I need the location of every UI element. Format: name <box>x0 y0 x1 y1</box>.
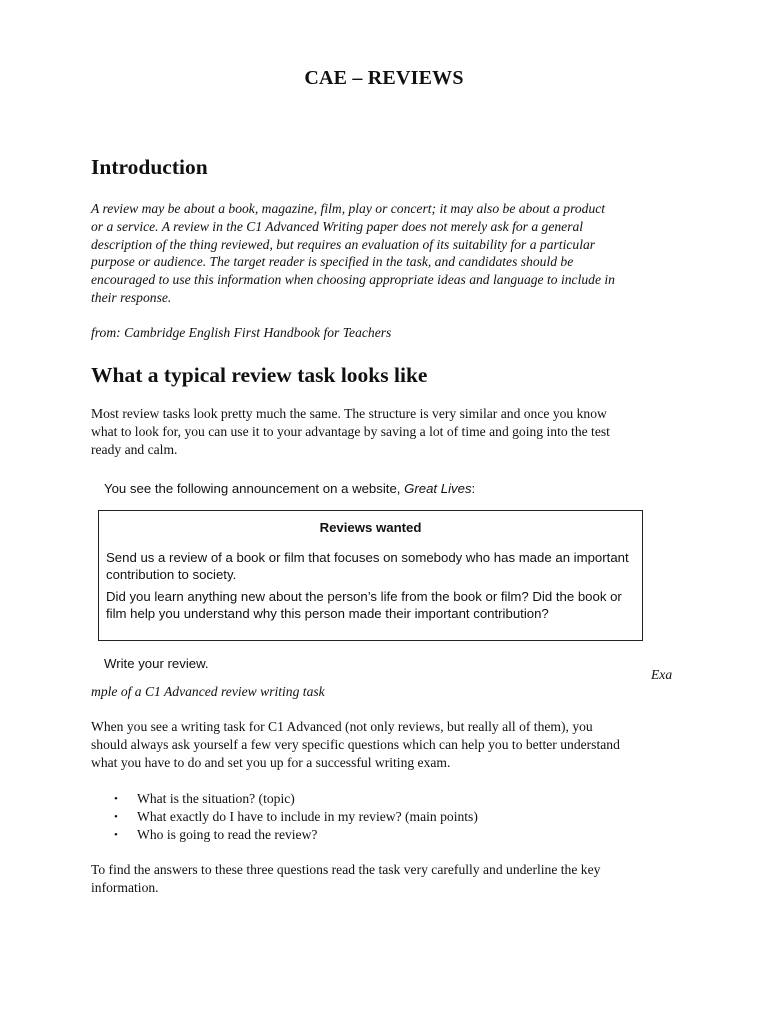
document-title: CAE – REVIEWS <box>304 67 464 89</box>
list-item <box>91 826 478 844</box>
introduction-line: encouraged to use this information when choosing appropriate ideas and language to include in <box>91 272 615 288</box>
questions-intro-paragraph <box>91 718 691 771</box>
paragraph-line: When you see a writing task for C1 Advanced (not only reviews, but really all of them), you <box>91 719 593 734</box>
task-box-line: contribution to society. <box>106 567 237 582</box>
paragraph-line: To find the answers to these three questions read the task very carefully and underline the key <box>91 862 601 877</box>
introduction-line: their response. <box>91 289 172 305</box>
question-text: What exactly do I have to include in my review? (main points) <box>137 809 478 824</box>
source-citation: from: Cambridge English First Handbook for Teachers <box>91 325 392 340</box>
introduction-line: purpose or audience. The target reader is specified in the task, and candidates should be <box>91 254 574 270</box>
question-text: Who is going to read the review? <box>137 827 318 842</box>
closing-paragraph <box>91 861 691 897</box>
introduction-paragraph <box>91 200 691 307</box>
paragraph-line: Most review tasks look pretty much the same. The structure is very similar and once you know <box>91 406 607 421</box>
task-box-paragraph <box>106 549 631 583</box>
task-box-line: Did you learn anything new about the person’s life from the book or film? Did the book or <box>106 589 622 604</box>
figure-caption-end: mple of a C1 Advanced review writing task <box>91 684 325 699</box>
bullet-icon: • <box>114 793 118 805</box>
typical-task-paragraph <box>91 405 691 458</box>
task-box-line: Send us a review of a book or film that focuses on somebody who has made an important <box>106 550 629 565</box>
example-task-box <box>98 510 643 641</box>
introduction-heading: Introduction <box>91 155 208 179</box>
bullet-icon: • <box>114 829 118 841</box>
paragraph-line: should always ask yourself a few very specific questions which can help you to better understand <box>91 736 620 752</box>
paragraph-line: information. <box>91 879 159 895</box>
paragraph-line: ready and calm. <box>91 441 178 457</box>
figure-caption-start: Exa <box>651 667 673 682</box>
questions-list <box>91 790 478 844</box>
task-intro-site: Great Lives <box>404 481 472 496</box>
introduction-line: description of the thing reviewed, but requires an evaluation of its suitability for a particular <box>91 236 596 252</box>
list-item <box>91 790 478 808</box>
paragraph-line: what to look for, you can use it to your advantage by saving a lot of time and going into the test <box>91 423 610 439</box>
introduction-line: A review may be about a book, magazine, film, play or concert; it may also be about a product <box>91 201 606 216</box>
task-box-paragraph <box>106 588 631 622</box>
typical-task-heading: What a typical review task looks like <box>91 363 428 387</box>
list-item <box>91 808 478 826</box>
example-task-intro <box>104 481 475 496</box>
task-box-title: Reviews wanted <box>319 520 422 535</box>
bullet-icon: • <box>114 811 118 823</box>
task-box-line: film help you understand why this person made their important contribution? <box>106 606 549 621</box>
task-intro-prefix: You see the following announcement on a website, <box>104 481 405 496</box>
task-intro-suffix: : <box>471 481 476 496</box>
example-task-outro: Write your review. <box>104 656 209 671</box>
paragraph-line: what you have to do and set you up for a successful writing exam. <box>91 754 451 770</box>
introduction-line: or a service. A review in the C1 Advanced Writing paper does not merely ask for a general <box>91 218 584 234</box>
question-text: What is the situation? (topic) <box>137 791 295 806</box>
